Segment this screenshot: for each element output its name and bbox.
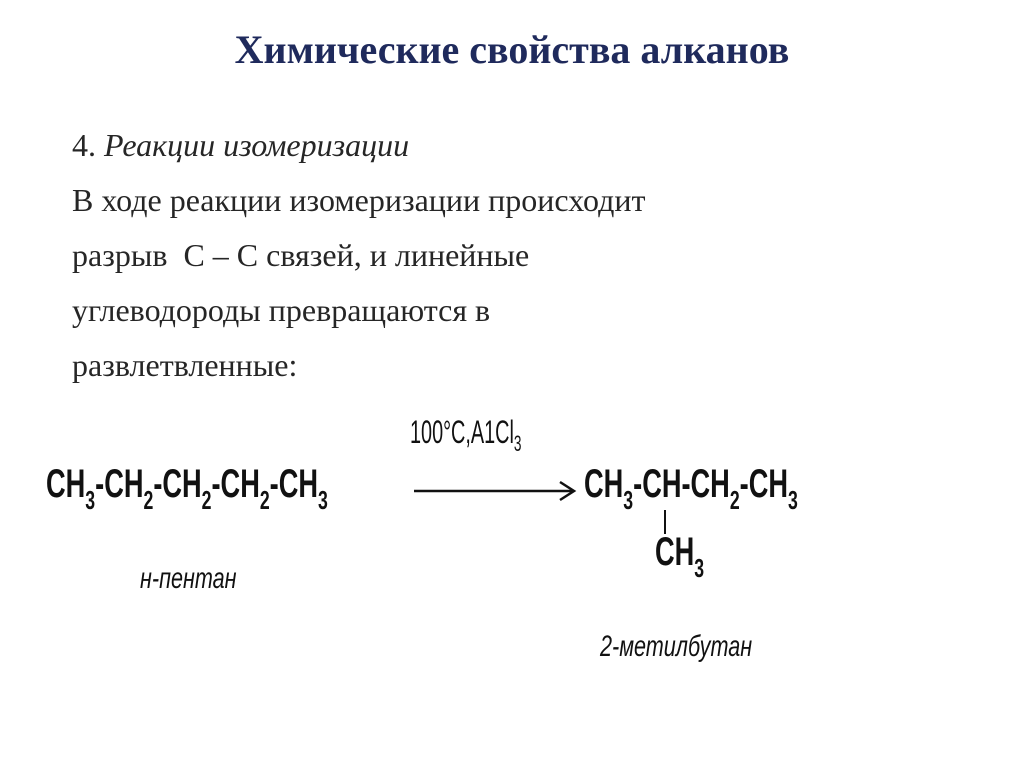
body-line-1: В ходе реакции изомеризации происходит [72,182,646,218]
formula-subscript: 2 [729,485,740,515]
heading-number: 4. [72,127,96,163]
slide-title: Химические свойства алканов [234,27,790,72]
formula-text: -CH [153,462,202,506]
conditions-subscript: 3 [513,431,522,456]
formula-text: -CH [95,462,144,506]
body-line-3: углеводороды превращаются в [72,292,491,328]
conditions-text: 100°C,A1Cl [410,414,514,450]
formula-subscript: 2 [201,485,212,515]
formula-subscript: 3 [788,485,798,515]
formula-subscript: 3 [623,485,634,515]
reaction-arrow [412,476,582,506]
branch-methyl: $CH_3$ [655,530,705,583]
formula-subscript: 2 [143,485,154,515]
formula-text: -CH [269,462,319,506]
body-line-2: разрыв С – С связей, и линейные [72,237,530,273]
reaction-conditions [410,414,522,456]
body-line-4: развлетвленные: [72,347,298,383]
product-formula [584,462,798,515]
reactant-formula [46,462,328,515]
formula-text: CH [584,462,624,506]
product-name: 2-метилбутан [600,630,753,663]
formula-text: -CH [739,462,788,506]
slide-body [72,118,972,393]
formula-text: CH [46,462,86,506]
formula-text: -CH-CH [633,462,730,506]
formula-text: -CH [211,462,260,506]
formula-subscript: 2 [259,485,270,515]
formula-subscript: 3 [318,485,328,515]
reactant-name: н-пентан [140,562,237,595]
heading-italic: Реакции изомеризации [104,127,410,163]
reaction-type-heading [72,118,972,173]
formula-subscript: 3 [85,485,96,515]
